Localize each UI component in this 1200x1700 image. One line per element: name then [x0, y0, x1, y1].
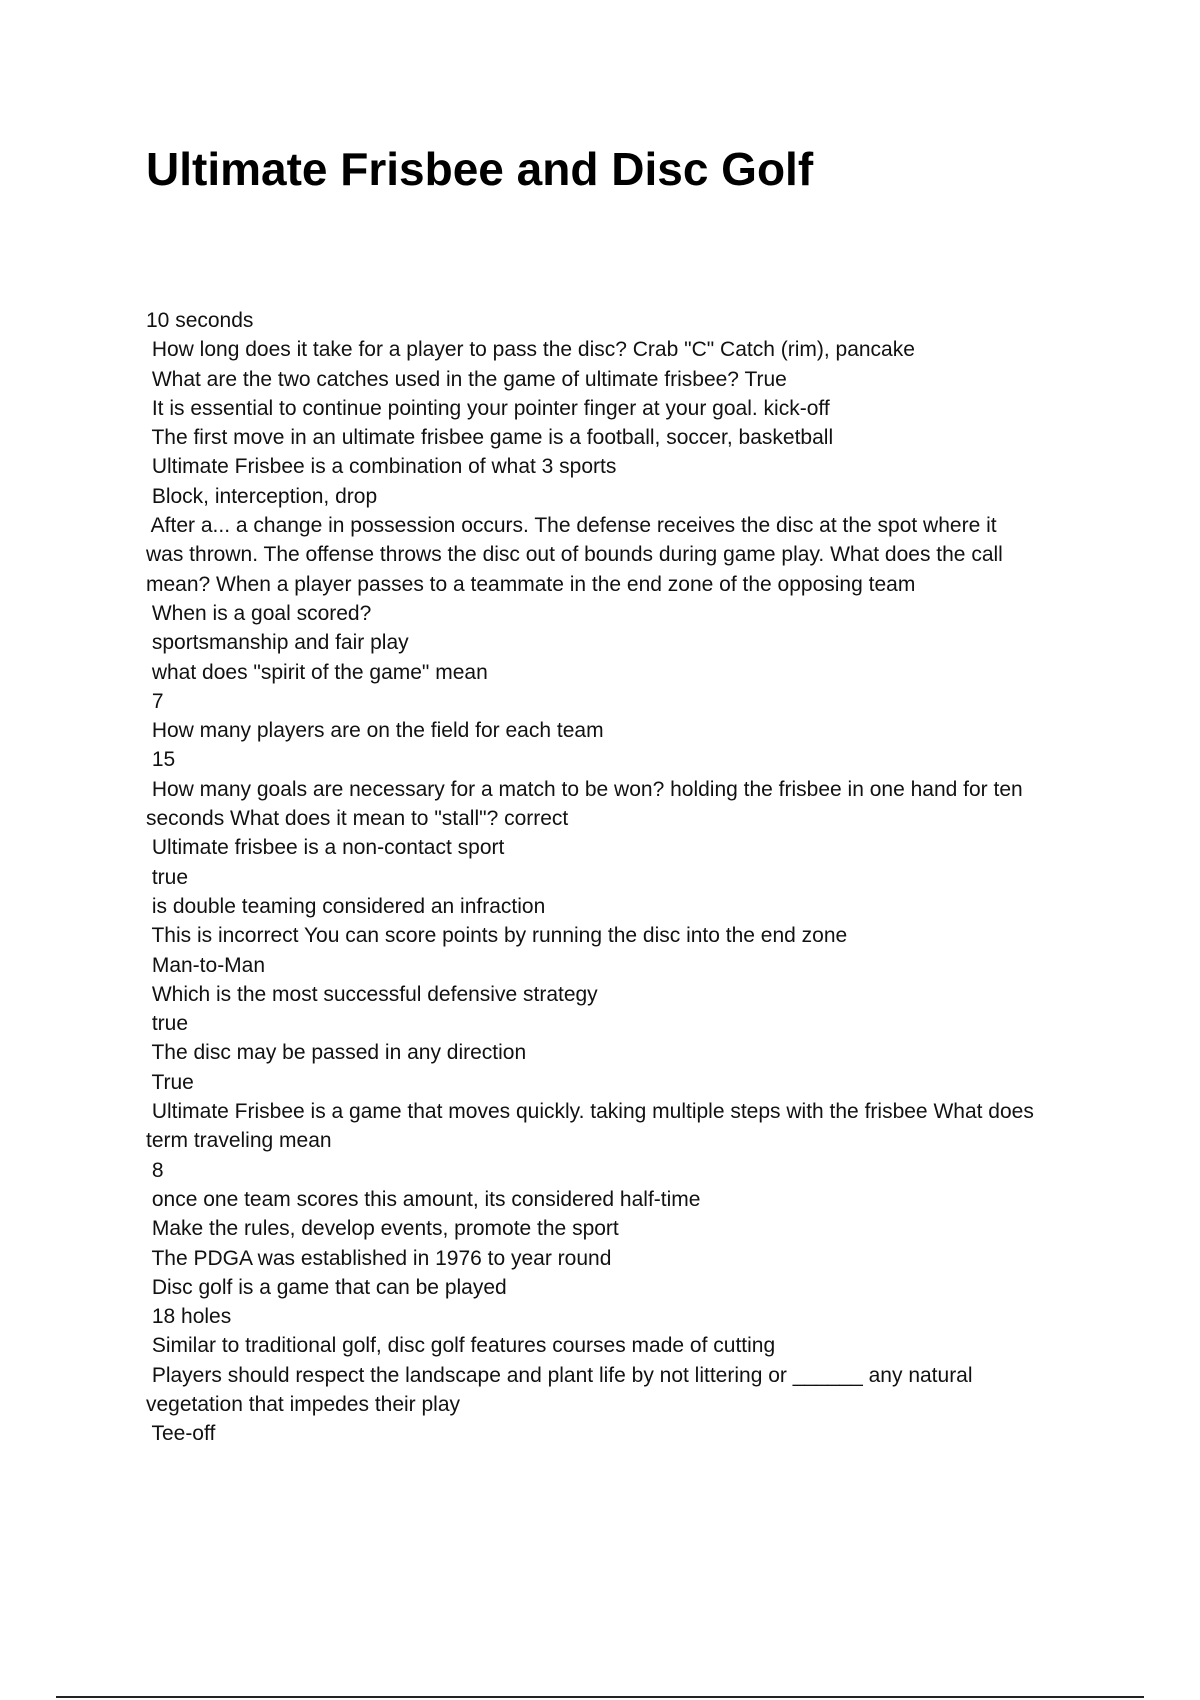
- text-line: Man-to-Man: [146, 953, 266, 977]
- text-line: Players should respect the landscape and plant life by not littering or ______ any natural: [146, 1363, 973, 1387]
- page-title: Ultimate Frisbee and Disc Golf: [146, 143, 814, 195]
- text-line: Which is the most successful defensive strategy: [146, 982, 598, 1006]
- text-line: 8: [146, 1158, 164, 1182]
- text-line: 10 seconds: [146, 309, 254, 332]
- text-line: vegetation that impedes their play: [146, 1392, 461, 1416]
- footer-divider: [56, 1696, 1144, 1698]
- text-line: What are the two catches used in the game of ultimate frisbee? True: [146, 367, 787, 391]
- text-line: was thrown. The offense throws the disc out of bounds during game play. What does the call: [146, 543, 1003, 567]
- text-line: The PDGA was established in 1976 to year round: [146, 1246, 612, 1270]
- text-line: 15: [146, 748, 176, 772]
- text-line: what does "spirit of the game" mean: [146, 660, 488, 684]
- text-line: once one team scores this amount, its considered half-time: [146, 1187, 701, 1211]
- text-line: After a... a change in possession occurs. The defense receives the disc at the spot where it: [146, 514, 997, 538]
- text-line: Tee-off: [146, 1422, 216, 1446]
- text-line: Similar to traditional golf, disc golf features courses made of cutting: [146, 1334, 776, 1358]
- flashcard-text-body: [146, 306, 1096, 1449]
- text-line: This is incorrect You can score points by running the disc into the end zone: [146, 924, 848, 948]
- text-line: true: [146, 1012, 189, 1036]
- text-line: 7: [146, 689, 164, 713]
- text-line: How many goals are necessary for a match to be won? holding the frisbee in one hand for ten: [146, 777, 1023, 801]
- text-line: mean? When a player passes to a teammate in the end zone of the opposing team: [146, 572, 916, 596]
- text-line: True: [146, 1070, 194, 1094]
- text-line: sportsmanship and fair play: [146, 631, 409, 655]
- text-line: Ultimate Frisbee is a combination of what 3 sports: [146, 455, 617, 479]
- text-line: How long does it take for a player to pass the disc? Crab "C" Catch (rim), pancake: [146, 338, 915, 362]
- text-line: Block, interception, drop: [146, 484, 378, 508]
- text-line: The first move in an ultimate frisbee game is a football, soccer, basketball: [146, 426, 834, 450]
- text-line: Ultimate Frisbee is a game that moves quickly. taking multiple steps with the frisbee What does: [146, 1100, 1034, 1124]
- text-line: The disc may be passed in any direction: [146, 1041, 527, 1065]
- text-line: 18 holes: [146, 1305, 232, 1329]
- text-line: Ultimate frisbee is a non-contact sport: [146, 836, 505, 860]
- text-line: Make the rules, develop events, promote the sport: [146, 1217, 619, 1241]
- text-line: When is a goal scored?: [146, 601, 372, 625]
- text-line: How many players are on the field for each team: [146, 719, 604, 743]
- text-line: Disc golf is a game that can be played: [146, 1275, 507, 1299]
- text-line: is double teaming considered an infraction: [146, 894, 546, 918]
- text-line: seconds What does it mean to "stall"? correct: [146, 807, 569, 831]
- text-line: true: [146, 865, 189, 889]
- text-line: term traveling mean: [146, 1129, 332, 1153]
- text-line: It is essential to continue pointing your pointer finger at your goal. kick-off: [146, 396, 830, 420]
